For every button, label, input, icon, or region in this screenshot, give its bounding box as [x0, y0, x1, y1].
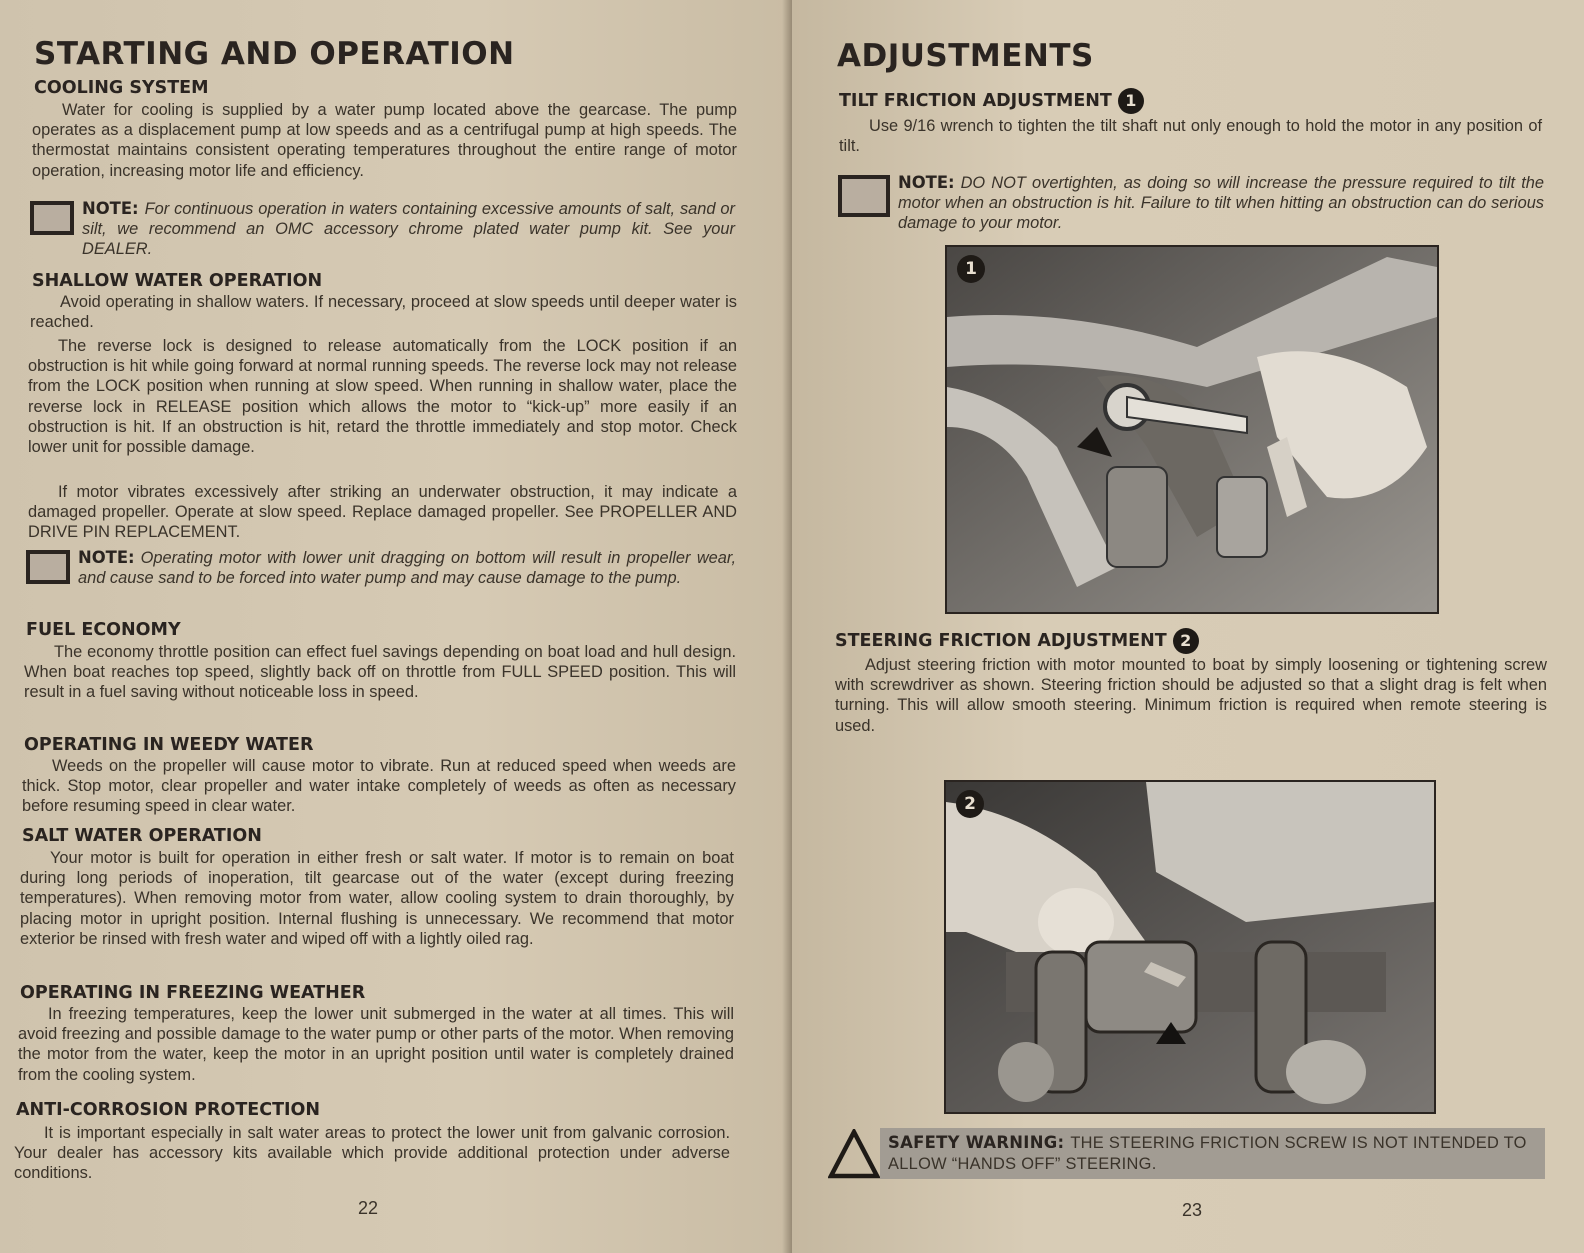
- note-text: NOTE: DO NOT overtighten, as doing so will increase the pressure required to tilt the motor when an obstruction is hit. Failure to tilt when hitting an obstruction can do serious damage to your motor.: [898, 173, 1544, 233]
- note-icon: [838, 175, 890, 217]
- paragraph-steering: Adjust steering friction with motor mounted to boat by simply loosening or tightening screw with screwdriver as shown. Steering friction should be adjusted so that a slight drag is felt when turning. This will allow smooth steering. Minimum friction is required when remote steering is used.: [835, 656, 1547, 735]
- section-heading-tilt: TILT FRICTION ADJUSTMENT 1: [839, 88, 1144, 114]
- page-number: 22: [358, 1198, 379, 1218]
- section-heading-weedy: OPERATING IN WEEDY WATER: [24, 735, 314, 755]
- note-text: NOTE: For continuous operation in waters containing excessive amounts of salt, sand or silt, we recommend an OMC accessory chrome plated water pump kit. See your DEALER.: [82, 199, 735, 259]
- page-number: 23: [1182, 1200, 1203, 1220]
- paragraph-salt: Your motor is built for operation in either fresh or salt water. If motor is to remain on boat during long periods of inoperation, tilt gearcase out of the water (except during freezing temperatures). When removing motor from water, allow cooling system to drain thoroughly, by placing motor in upright position. Internal flushing is unnecessary. We recommend that motor exterior be rinsed with fresh water and wiped off with a lightly oiled rag.: [20, 849, 734, 948]
- page-title: ADJUSTMENTS: [837, 38, 1094, 74]
- section-heading-freezing: OPERATING IN FREEZING WEATHER: [20, 983, 366, 1003]
- photo-tilt-wrench-image: [947, 247, 1437, 612]
- safety-warning: [828, 1128, 1545, 1179]
- section-heading-corrosion: ANTI-CORROSION PROTECTION: [16, 1100, 321, 1120]
- section-heading-salt: SALT WATER OPERATION: [22, 826, 262, 846]
- paragraph-shallow-2: The reverse lock is designed to release automatically from the LOCK position if an obstruction is hit while going forward at normal running speeds. The reverse lock may not release from the LOCK position when running at slow speed. When running in shallow water, place the reverse lock in RELEASE position which allows the motor to “kick-up” more easily if an obstruction is hit. If an obstruction is hit, retard the throttle immediately and stop motor. Check lower unit for possible damage.: [28, 337, 737, 457]
- callout-number-badge: 1: [957, 255, 985, 283]
- note-icon: [26, 550, 70, 584]
- warning-text: SAFETY WARNING: THE STEERING FRICTION SCREW IS NOT INTENDED TO ALLOW “HANDS OFF” STEERING.: [880, 1128, 1545, 1179]
- photo-tilt-wrench: [945, 245, 1439, 614]
- paragraph-weedy: Weeds on the propeller will cause motor to vibrate. Run at reduced speed when weeds are thick. Stop motor, clear propeller and water intake completely of weeds as often as necessary before resuming speed in clear water.: [22, 757, 736, 816]
- note-block: [838, 173, 1544, 234]
- section-heading-fuel: FUEL ECONOMY: [26, 620, 181, 640]
- section-heading-steering: STEERING FRICTION ADJUSTMENT 2: [835, 628, 1199, 654]
- page-title: STARTING AND OPERATION: [34, 36, 515, 72]
- right-page: [792, 0, 1584, 1253]
- paragraph-freezing: In freezing temperatures, keep the lower unit submerged in the water at all times. This will avoid freezing and possible damage to the water pump or other parts of the motor. When removing the motor from the water, keep the motor in an upright position until water is completely drained from the cooling system.: [18, 1005, 734, 1084]
- note-block: [26, 548, 736, 588]
- note-icon: [30, 201, 74, 235]
- paragraph-tilt: Use 9/16 wrench to tighten the tilt shaft nut only enough to hold the motor in any position of tilt.: [839, 117, 1542, 156]
- warning-triangle-icon: [828, 1129, 880, 1179]
- paragraph-shallow-1: Avoid operating in shallow waters. If necessary, proceed at slow speeds until deeper water is reached.: [30, 293, 737, 332]
- paragraph-cooling: Water for cooling is supplied by a water pump located above the gearcase. The pump operates as a displacement pump at low speeds and as a centrifugal pump at high speeds. The thermostat maintains consistent operating temperatures throughout the entire range of motor operation, increasing motor life and efficiency.: [32, 101, 737, 180]
- photo-steering-screwdriver-image: [946, 782, 1434, 1112]
- callout-number-badge: 1: [1118, 88, 1144, 114]
- callout-number-badge: 2: [1173, 628, 1199, 654]
- section-heading-cooling: COOLING SYSTEM: [34, 78, 209, 98]
- paragraph-fuel: The economy throttle position can effect fuel savings depending on boat load and hull design. When boat reaches top speed, slightly back off on throttle from FULL SPEED position. This will result in a fuel saving without noticeable loss in speed.: [24, 643, 736, 702]
- note-block: [30, 199, 735, 260]
- photo-steering-screwdriver: [944, 780, 1436, 1114]
- note-text: NOTE: Operating motor with lower unit dragging on bottom will result in propeller wear, and cause sand to be forced into water pump and may cause damage to the pump.: [78, 548, 736, 588]
- section-heading-shallow: SHALLOW WATER OPERATION: [32, 271, 323, 291]
- callout-number-badge: 2: [956, 790, 984, 818]
- paragraph-corrosion: It is important especially in salt water areas to protect the lower unit from galvanic corrosion. Your dealer has accessory kits available which provide additional protection under adverse conditions.: [14, 1124, 730, 1183]
- paragraph-shallow-3: If motor vibrates excessively after striking an underwater obstruction, it may indicate a damaged propeller. Operate at slow speed. Replace damaged propeller. See PROPELLER AND DRIVE PIN REPLACEMENT.: [28, 483, 737, 542]
